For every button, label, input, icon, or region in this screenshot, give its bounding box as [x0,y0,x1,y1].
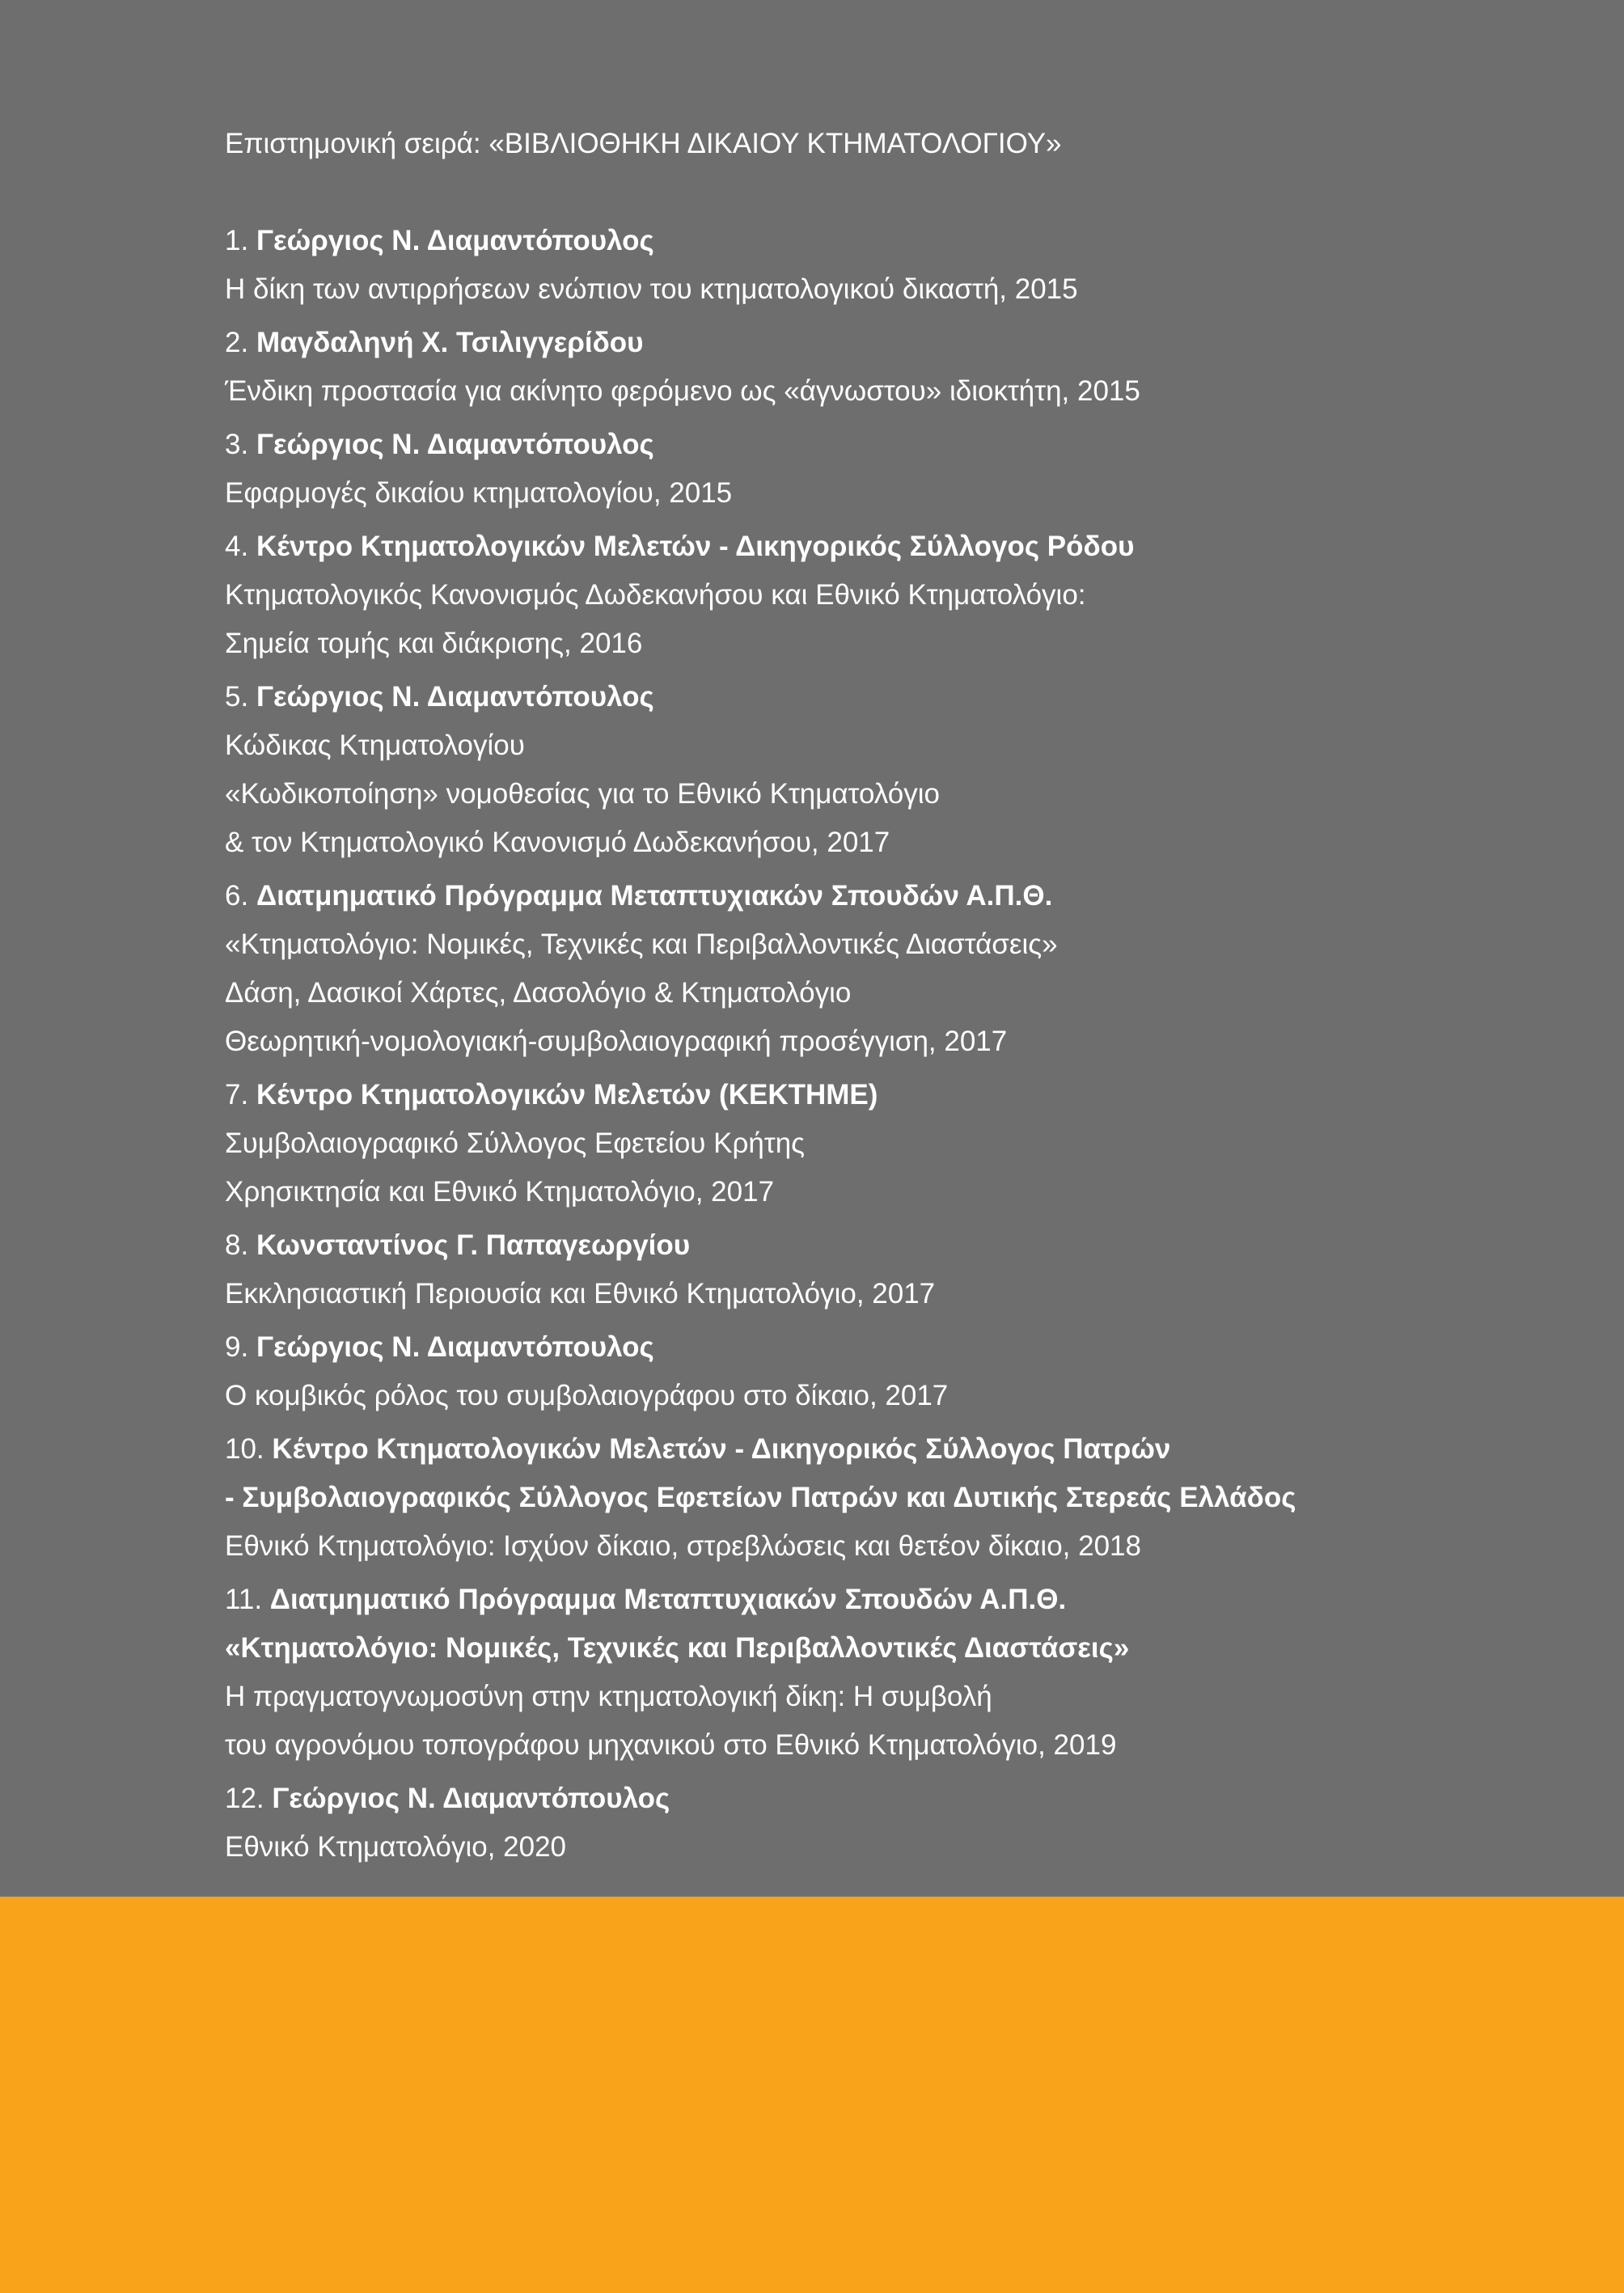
entry-title-line: «Κωδικοποίηση» νομοθεσίας για το Εθνικό Κτηματολόγιο [225,778,940,810]
entry-title-line: Θεωρητική-νομολογιακή-συμβολαιογραφική προσέγγιση, 2017 [225,1026,1008,1057]
entry-number: 5. [225,681,249,713]
entry-author-line [225,217,1600,265]
entry-title-line: Εκκλησιαστική Περιουσία και Εθνικό Κτηματολόγιο, 2017 [225,1278,936,1309]
entry-author: Γεώργιος Ν. Διαμαντόπουλος [256,429,654,460]
book-entry [225,1323,1600,1420]
entry-number: 7. [225,1079,249,1111]
entry-title-line: Η πραγματογνωμοσύνη στην κτηματολογική δίκη: Η συμβολή [225,1681,992,1712]
book-entry [225,673,1600,867]
entry-title-line: Εθνικό Κτηματολόγιο: Ισχύον δίκαιο, στρεβλώσεις και θετέον δίκαιο, 2018 [225,1530,1141,1562]
entry-author-line [225,872,1600,920]
entry-title-line: του αγρονόμου τοπογράφου μηχανικού στο Εθνικό Κτηματολόγιο, 2019 [225,1729,1117,1761]
entry-title-line: Κώδικας Κτηματολογίου [225,730,525,761]
entry-title-line: Εθνικό Κτηματολόγιο, 2020 [225,1831,566,1863]
entry-title-line: Δάση, Δασικοί Χάρτες, Δασολόγιο & Κτηματολόγιο [225,977,852,1009]
entry-number: 11. [225,1584,263,1615]
entry-author: «Κτηματολόγιο: Νομικές, Τεχνικές και Περιβαλλοντικές Διαστάσεις» [225,1632,1130,1664]
entry-title-line: Η δίκη των αντιρρήσεων ενώπιον του κτηματολογικού δικαστή, 2015 [225,273,1078,305]
entry-author-line [225,319,1600,367]
entry-author-line [225,1624,1600,1673]
entry-author: Κωνσταντίνος Γ. Παπαγεωργίου [256,1229,691,1261]
book-entry [225,217,1600,314]
book-entry [225,1775,1600,1872]
book-entry [225,1576,1600,1770]
entry-author: Κέντρο Κτηματολογικών Μελετών (ΚΕΚΤΗΜΕ) [256,1079,878,1111]
orange-band [0,1897,1624,2293]
book-entry [225,1071,1600,1216]
entry-number: 8. [225,1229,249,1261]
book-list [225,217,1600,1872]
entry-title-line: Σημεία τομής και διάκρισης, 2016 [225,628,643,659]
entry-title-line: Χρησικτησία και Εθνικό Κτηματολόγιο, 2017 [225,1176,775,1208]
entry-author-line [225,1775,1600,1823]
entry-number: 6. [225,880,249,912]
entry-author: Μαγδαληνή Χ. Τσιλιγγερίδου [256,327,644,358]
entry-author-line [225,1474,1600,1522]
entry-author-line [225,1425,1600,1474]
entry-title-line: Ο κομβικός ρόλος του συμβολαιογράφου στο δίκαιο, 2017 [225,1380,949,1411]
entry-title-line: Ένδικη προστασία για ακίνητο φερόμενο ως «άγνωστου» ιδιοκτήτη, 2015 [225,375,1140,407]
entry-author: Γεώργιος Ν. Διαμαντόπουλος [272,1783,670,1814]
series-title: Επιστημονική σειρά: «ΒΙΒΛΙΟΘΗΚΗ ΔΙΚΑΙΟΥ ΚΤΗΜΑΤΟΛΟΓΙΟΥ» [225,128,1062,159]
entry-author-line [225,673,1600,721]
entry-author: Γεώργιος Ν. Διαμαντόπουλος [256,681,654,713]
entry-number: 12. [225,1783,264,1814]
book-entry [225,319,1600,416]
book-entry [225,421,1600,518]
entry-author-line [225,1323,1600,1372]
entry-title-line: Κτηματολογικός Κανονισμός Δωδεκανήσου και Εθνικό Κτηματολόγιο: [225,579,1086,611]
entry-title-line: Συμβολαιογραφικό Σύλλογος Εφετείου Κρήτης [225,1127,806,1159]
entry-title-line: «Κτηματολόγιο: Νομικές, Τεχνικές και Περιβαλλοντικές Διαστάσεις» [225,929,1058,960]
entry-author: - Συμβολαιογραφικός Σύλλογος Εφετείων Πατρών και Δυτικής Στερεάς Ελλάδος [225,1482,1296,1513]
series-list-content [225,120,1600,1876]
entry-number: 1. [225,225,249,256]
entry-author: Γεώργιος Ν. Διαμαντόπουλος [256,1331,654,1363]
entry-author: Κέντρο Κτηματολογικών Μελετών - Δικηγορικός Σύλλογος Ρόδου [256,531,1135,562]
entry-author-line [225,1576,1600,1624]
entry-title-line: & τον Κτηματολογικό Κανονισμό Δωδεκανήσου, 2017 [225,827,890,858]
book-entry [225,1425,1600,1571]
book-entry [225,872,1600,1066]
entry-number: 3. [225,429,249,460]
book-entry [225,522,1600,668]
entry-number: 9. [225,1331,249,1363]
entry-title-line: Εφαρμογές δικαίου κτηματολογίου, 2015 [225,477,733,509]
entry-author: Κέντρο Κτηματολογικών Μελετών - Δικηγορικός Σύλλογος Πατρών [272,1433,1171,1465]
entry-author-line [225,1221,1600,1270]
entry-number: 10. [225,1433,264,1465]
entry-number: 4. [225,531,249,562]
entry-author: Διατμηματικό Πρόγραμμα Μεταπτυχιακών Σπουδών Α.Π.Θ. [269,1584,1067,1615]
book-entry [225,1221,1600,1318]
entry-author-line [225,522,1600,571]
entry-number: 2. [225,327,249,358]
entry-author-line [225,1071,1600,1119]
entry-author-line [225,421,1600,469]
entry-author: Διατμηματικό Πρόγραμμα Μεταπτυχιακών Σπουδών Α.Π.Θ. [256,880,1053,912]
entry-author: Γεώργιος Ν. Διαμαντόπουλος [256,225,654,256]
